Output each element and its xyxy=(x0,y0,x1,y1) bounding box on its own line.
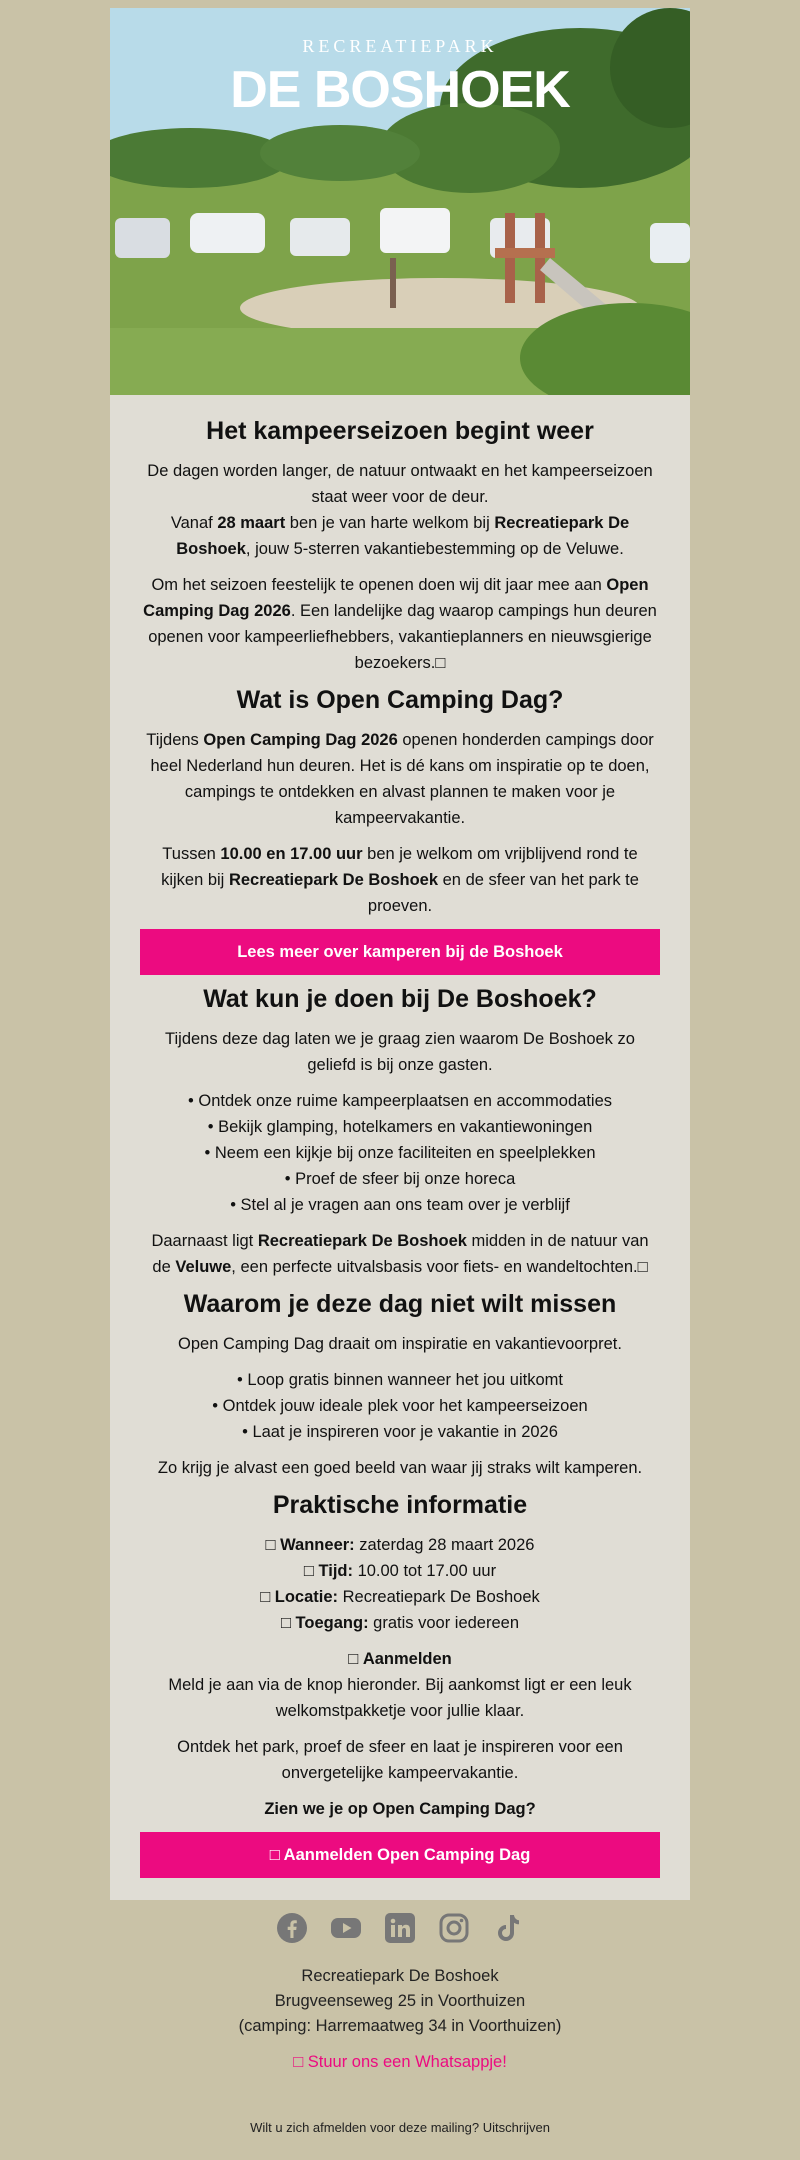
paragraph: Tijdens deze dag laten we je graag zien waarom De Boshoek zo geliefd is bij onze gasten. xyxy=(165,1030,635,1074)
unsubscribe-line xyxy=(110,2120,690,2135)
info-label: Tijd: xyxy=(318,1562,353,1580)
read-more-button[interactable]: Lees meer over kamperen bij de Boshoek xyxy=(140,929,660,975)
tiktok-icon[interactable] xyxy=(492,1912,524,1944)
bold-text: 28 maart xyxy=(217,514,286,532)
paragraph xyxy=(140,841,660,919)
signup-label: Aanmelden xyxy=(362,1650,452,1668)
section-heading: Praktische informatie xyxy=(272,1491,528,1519)
bold-text: Recreatiepark De Boshoek xyxy=(176,514,630,558)
signup-block xyxy=(140,1646,660,1724)
reasons-list xyxy=(140,1367,660,1445)
social-links xyxy=(110,1912,690,1944)
activities-list xyxy=(140,1088,660,1218)
address-camping: (camping: Harremaatweg 34 in Voorthuizen) xyxy=(238,2017,562,2035)
info-value: Recreatiepark De Boshoek xyxy=(338,1588,540,1606)
text: en de sfeer van het park te proeven. xyxy=(367,871,639,915)
info-label: Wanneer: xyxy=(280,1536,355,1554)
text: Tussen xyxy=(162,845,221,863)
info-when xyxy=(140,1532,660,1558)
calendar-icon: □ xyxy=(265,1536,276,1554)
facebook-icon[interactable] xyxy=(276,1912,308,1944)
text: . Een landelijke dag waarop campings hun deuren openen voor kampeerliefhebbers, vakantieplanners en nieuwsgierige bezoekers.□ xyxy=(148,602,657,672)
instagram-icon[interactable] xyxy=(438,1912,470,1944)
text: Om het seizoen feestelijk te openen doen wij dit jaar mee aan xyxy=(151,576,607,594)
email-container xyxy=(110,8,690,2135)
paragraph xyxy=(140,510,660,562)
hero-logo-title: DE BOSHOEK xyxy=(230,61,570,119)
section-heading: Wat kun je doen bij De Boshoek? xyxy=(203,985,597,1013)
info-time xyxy=(140,1558,660,1584)
linkedin-icon[interactable] xyxy=(384,1912,416,1944)
list-item: • Loop gratis binnen wanneer het jou uitkomt xyxy=(237,1371,563,1389)
practical-info xyxy=(140,1532,660,1636)
paragraph: Zo krijg je alvast een goed beeld van waar jij straks wilt kamperen. xyxy=(157,1459,643,1477)
clock-icon: □ xyxy=(303,1562,314,1580)
list-item: • Neem een kijkje bij onze faciliteiten en speelplekken xyxy=(204,1144,596,1162)
list-item: • Ontdek jouw ideale plek voor het kampeerseizoen xyxy=(212,1397,588,1415)
info-value: 10.00 tot 17.00 uur xyxy=(352,1562,497,1580)
list-item: • Ontdek onze ruime kampeerplaatsen en accommodaties xyxy=(188,1092,612,1110)
signup-button[interactable]: □ Aanmelden Open Camping Dag xyxy=(140,1832,660,1878)
paragraph: Ontdek het park, proef de sfeer en laat je inspireren voor een onvergetelijke kampeervakantie. xyxy=(177,1738,623,1782)
info-value: gratis voor iedereen xyxy=(368,1614,519,1632)
bold-text: Veluwe xyxy=(175,1258,232,1276)
address-block xyxy=(110,1964,690,2039)
text: , een perfecte uitvalsbasis voor fiets- en wandeltochten.□ xyxy=(231,1258,648,1276)
list-item: • Proef de sfeer bij onze horeca xyxy=(284,1170,516,1188)
footer xyxy=(110,1900,690,2135)
ticket-icon: □ xyxy=(280,1614,291,1632)
bold-text: 10.00 en 17.00 uur xyxy=(220,845,363,863)
info-value: zaterdag 28 maart 2026 xyxy=(354,1536,535,1554)
bold-text: Recreatiepark De Boshoek xyxy=(228,871,439,889)
paragraph xyxy=(140,727,660,831)
section-heading: Wat is Open Camping Dag? xyxy=(236,686,564,714)
paragraph: Open Camping Dag draait om inspiratie en vakantievoorpret. xyxy=(178,1335,622,1353)
youtube-icon[interactable] xyxy=(330,1912,362,1944)
bold-text: Open Camping Dag 2026 xyxy=(143,576,649,620)
signup-icon: □ xyxy=(348,1650,359,1668)
paragraph xyxy=(140,1228,660,1280)
text: midden in de natuur van de xyxy=(152,1232,649,1276)
section-heading: Het kampeerseizoen begint weer xyxy=(206,417,594,445)
unsubscribe-link[interactable]: Uitschrijven xyxy=(482,2120,550,2135)
paragraph xyxy=(140,1796,660,1822)
info-label: Toegang: xyxy=(295,1614,369,1632)
location-icon: □ xyxy=(260,1588,271,1606)
bold-text: Recreatiepark De Boshoek xyxy=(257,1232,467,1250)
address-street: Brugveenseweg 25 in Voorthuizen xyxy=(274,1992,526,2010)
question-text: Zien we je op Open Camping Dag? xyxy=(264,1800,536,1818)
text: Vanaf xyxy=(170,514,218,532)
email-content xyxy=(110,395,690,1900)
text: , jouw 5-sterren vakantiebestemming op de Veluwe. xyxy=(245,540,624,558)
address-name: Recreatiepark De Boshoek xyxy=(301,1967,499,1985)
text: ben je van harte welkom bij xyxy=(285,514,495,532)
info-access xyxy=(140,1610,660,1636)
signup-title xyxy=(140,1646,660,1672)
unsubscribe-text: Wilt u zich afmelden voor deze mailing? xyxy=(250,2120,480,2135)
bold-text: Open Camping Dag 2026 xyxy=(203,731,398,749)
text: Daarnaast ligt xyxy=(151,1232,258,1250)
hero-eyebrow: RECREATIEPARK xyxy=(302,36,498,56)
list-item: • Bekijk glamping, hotelkamers en vakantiewoningen xyxy=(207,1118,593,1136)
text: ben je welkom om vrijblijvend rond te kijken bij xyxy=(161,845,638,889)
paragraph xyxy=(140,572,660,676)
whatsapp-link[interactable]: □ Stuur ons een Whatsappje! xyxy=(293,2053,507,2071)
info-label: Locatie: xyxy=(274,1588,339,1606)
paragraph: De dagen worden langer, de natuur ontwaakt en het kampeerseizoen staat weer voor de deur. xyxy=(147,462,653,506)
text: Tijdens xyxy=(146,731,204,749)
hero-banner xyxy=(110,8,690,395)
text: openen honderden campings door heel Nederland hun deuren. Het is dé kans om inspiratie op te doen, campings te ontdekken en alvast plannen te maken voor je kampeervakantie. xyxy=(150,731,654,827)
list-item: • Laat je inspireren voor je vakantie in 2026 xyxy=(242,1423,558,1441)
list-item: • Stel al je vragen aan ons team over je verblijf xyxy=(230,1196,570,1214)
info-location xyxy=(140,1584,660,1610)
section-heading: Waarom je deze dag niet wilt missen xyxy=(183,1290,617,1318)
signup-text: Meld je aan via de knop hieronder. Bij aankomst ligt er een leuk welkomstpakketje voor jullie klaar. xyxy=(168,1676,632,1720)
